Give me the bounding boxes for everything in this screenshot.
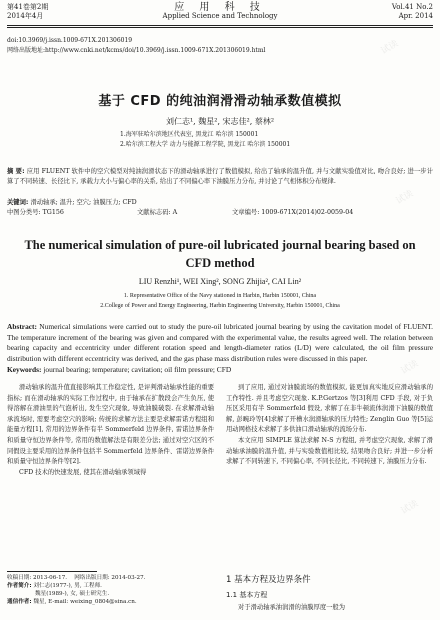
keywords-cn-text: 滑动轴承; 温升; 空穴; 油膜压力; CFD bbox=[30, 199, 137, 206]
keywords-cn-label: 关键词: bbox=[7, 199, 29, 206]
document-code: 文献标志码: A bbox=[137, 209, 178, 216]
journal-name-en: Applied Science and Technology bbox=[162, 12, 278, 20]
abstract-en-label: Abstract: bbox=[7, 322, 37, 331]
footnote-rule bbox=[7, 571, 97, 572]
affiliation-en-2: 2.College of Power and Energy Engineering, Harbin Engineering University, Harbin 150001, China bbox=[100, 303, 340, 309]
watermark: 试读 bbox=[394, 188, 416, 207]
date-en: Apr. 2014 bbox=[398, 12, 433, 20]
keywords-cn bbox=[7, 198, 433, 207]
keywords-en-label: Keywords: bbox=[7, 365, 42, 374]
author-intro-label: 作者简介: bbox=[7, 583, 32, 589]
author-intro-2: 魏星(1989-), 女, 硕士研究生. bbox=[35, 591, 110, 597]
article-id: 文章编号: 1009-671X(2014)02-0059-04 bbox=[232, 209, 354, 216]
title-cn: 基于 CFD 的纯油润滑滑动轴承数值模拟 bbox=[98, 94, 342, 109]
body-paragraph: 本文应用 SIMPLE 算法求解 N-S 方程组, 并考虑空穴现象, 求解了滑动轴承油膜的温升值, 并与实验数值相比较, 结果吻合良好; 并进一步分析求解了不同转速下, 不同偏心率, 不同长径比, 不同转速下, 油膜压力分布. bbox=[226, 436, 433, 466]
section-1-1-text: 对于滑动轴承油润滑的油膜厚度一般为 bbox=[238, 604, 346, 611]
header-center bbox=[7, 3, 433, 21]
footnote-corresponding bbox=[7, 598, 217, 606]
abstract-cn bbox=[7, 167, 433, 186]
section-heading-1: 1 基本方程及边界条件 bbox=[226, 575, 311, 585]
volume-issue-en: Vol.41 No.2 bbox=[391, 3, 433, 11]
corresponding-author[interactable]: 魏星, E-mail: weixing_0804@sina.cn. bbox=[33, 599, 137, 605]
received-date: 收稿日期: 2013-06-17. bbox=[7, 575, 68, 581]
corresponding-label: 通信作者: bbox=[7, 599, 32, 605]
affiliation-cn-1: 1.海军驻哈尔滨地区代表室, 黑龙江 哈尔滨 150001 bbox=[120, 131, 259, 138]
footnote-block bbox=[7, 574, 217, 606]
keywords-en bbox=[7, 365, 433, 375]
body-column-left bbox=[7, 383, 214, 478]
header-right bbox=[392, 3, 433, 21]
abstract-cn-text: 应用 FLUENT 软件中的空穴模型对纯油润滑状态下的滑动轴承进行了数值模拟, 给出了轴承的温升值, 并与文献实验值对比, 吻合良好; 进一步计算了不同转速、长径比下, 承载力大小与偏心率的关系, 给出了不同偏心率下油膜压力分布, 并讨论了气相体积分布规律. bbox=[7, 168, 433, 185]
watermark: 试读 bbox=[399, 498, 421, 517]
journal-name-cn: 应 用 科 技 bbox=[174, 2, 266, 13]
class-number: 中图分类号: TG156 bbox=[7, 209, 64, 216]
authors-en: LIU Renzhi¹, WEI Xing², SONG Zhijia², CAI Lin² bbox=[138, 277, 302, 286]
watermark: 试读 bbox=[399, 358, 421, 377]
body-paragraph: 滑动轴承的温升值直接影响其工作稳定性, 是评判滑动轴承性能的重要指标; 而在滑动轴承的实际工作过程中, 由于轴承在扩散段会产生负压, 使得溶解在滑油里的气泡析出, 发生空穴现象, 导致油膜破裂. 在求解滑动轴承流场时, 需要考虑空穴的影响; 传统的求解方法主要是求解雷诺方程组和能量方程[1], 常用的边界条件有半 Sommerfeld 边界条件, 雷诺边界条件和质量守恒边界条件等, 常用的数值解法是有限差分法; 通过对空穴区的不同假设主要采用的边界条件包括半 Sommerfeld 边界条件、雷诺边界条件和质量守恒边界条件等[2]. bbox=[7, 384, 214, 466]
title-en: The numerical simulation of pure-oil lubricated journal bearing based on CFD method bbox=[24, 238, 416, 270]
online-date: 网络出版日期: 2014-03-27. bbox=[74, 575, 146, 581]
author-intro-1: 刘仁志(1977-), 男, 工程师. bbox=[33, 583, 102, 589]
volume-issue-cn: 第41卷第2期 bbox=[7, 3, 49, 11]
abstract-en bbox=[7, 322, 433, 364]
authors-cn: 刘仁志¹, 魏星², 宋志佳², 蔡林² bbox=[165, 117, 275, 126]
section-heading-1-1: 1.1 基本方程 bbox=[226, 591, 268, 599]
keywords-en-text: journal bearing; temperature; cavitation; oil film pressure; CFD bbox=[43, 365, 232, 374]
abstract-cn-label: 摘 要: bbox=[7, 168, 25, 175]
body-column-right bbox=[226, 383, 433, 468]
date-cn: 2014年4月 bbox=[7, 12, 44, 20]
watermark: 试读 bbox=[379, 38, 401, 57]
online-url-line[interactable]: 网络出版地址:http://www.cnki.net/kcms/doi/10.3969/j.issn.1009-671X.201306019.html bbox=[7, 47, 266, 54]
affiliation-en-1: 1. Representative Office of the Navy stationed in Harbin, Harbin 150001, China bbox=[123, 293, 317, 299]
abstract-en-text: Numerical simulations were carried out to study the pure-oil lubricated journal bearing by using the cavitation model of FLUENT. The temperature increment of the bearing was given and compared with the experimental value, the results agreed well. The relation between bearing capacity and eccentricity under different rotation speed and length-diameter ratios (L/D) were calculated, the oil film pressure distribution with different eccentricity was derived, and the gas phase mass distribution rules were discussed in this paper. bbox=[7, 322, 433, 363]
body-paragraph: 到了应用, 通过对油膜流场的数值模拟, 能更加真实地反应滑动轴承的工作特性. 并且考虑空穴现象. K.P.Gertzos 等[3]利用 CFD 手段, 对于负压区采用有半 Sommerfeld 假设, 求解了在非牛顿流体润滑下油膜的数值解, 彭畹玲等[4]求解了开槽水润滑轴承的压力特性; Zenglin Guo 等[5]运用动网格技术求解了多供油口滑动轴承的流场分布. bbox=[226, 384, 433, 434]
affiliation-cn-2: 2.哈尔滨工程大学 动力与能源工程学院, 黑龙江 哈尔滨 150001 bbox=[120, 141, 291, 148]
header-rule-thick bbox=[7, 25, 433, 26]
footnote-authors bbox=[7, 582, 217, 590]
footnote-dates bbox=[7, 574, 217, 582]
running-header bbox=[7, 3, 433, 25]
body-paragraph: CFD 技术的快速发展, 使其在滑动轴承领域得 bbox=[19, 468, 147, 476]
doi-line: doi:10.3969/j.issn.1009-671X.201306019 bbox=[7, 37, 133, 44]
header-rule-thin bbox=[7, 27, 433, 28]
